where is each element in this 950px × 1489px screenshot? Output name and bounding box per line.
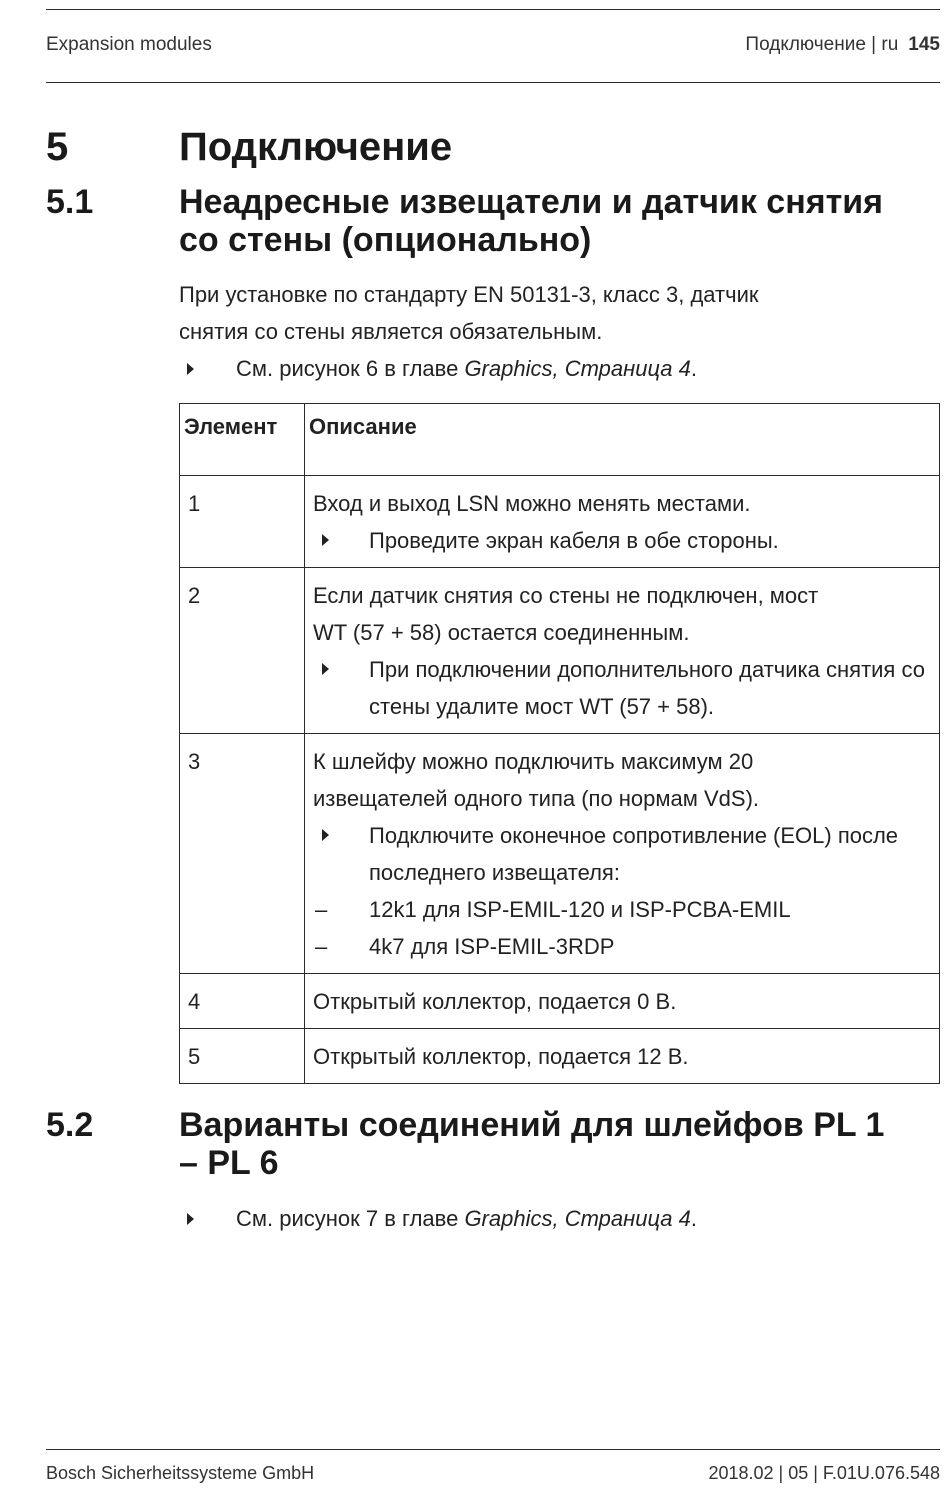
section-5-2-figure-reference [179, 1200, 697, 1237]
section-5-1-title-line1: Неадресные извещатели и датчик снятия [179, 183, 883, 221]
paragraph-line: снятия со стены является обязательным. [179, 319, 603, 344]
section-5-1-title [179, 183, 939, 259]
description-cell: Открытый коллектор, подается 12 В. [305, 1029, 940, 1084]
header-top-rule [46, 9, 940, 10]
element-cell: 4 [180, 974, 305, 1029]
element-cell: 2 [180, 568, 305, 734]
header-section-info [745, 34, 940, 56]
footer-rule [46, 1449, 940, 1450]
element-cell: 5 [180, 1029, 305, 1084]
description-line: К шлейфу можно подключить максимум 20 [313, 749, 754, 774]
table-row [180, 568, 940, 734]
triangle-bullet-icon [322, 534, 329, 546]
dash-item [313, 928, 931, 965]
section-5-1-title-line2: со стены (опционально) [179, 221, 592, 259]
description-line: Вход и выход LSN можно менять местами. [313, 491, 751, 516]
footer-document-id: 2018.02 | 05 | F.01U.076.548 [708, 1463, 940, 1483]
section-5-title: Подключение [179, 125, 453, 169]
header-section-label: Подключение | ru [745, 34, 899, 55]
reference-text: См. рисунок 7 в главе [236, 1206, 465, 1231]
reference-text: См. рисунок 6 в главе [236, 356, 465, 381]
description-cell [305, 734, 940, 974]
elements-table [179, 403, 940, 1084]
table-row [180, 974, 940, 1029]
triangle-bullet-icon [322, 663, 329, 675]
bullet-text: При подключении дополнительного датчика снятия со стены удалите мост WT (57 + 58). [369, 657, 925, 719]
paragraph-line: При установке по стандарту EN 50131-3, класс 3, датчик [179, 282, 759, 307]
description-cell [305, 476, 940, 568]
page-number: 145 [908, 34, 940, 55]
section-5-2-title-line2: – PL 6 [179, 1144, 279, 1182]
element-cell: 3 [180, 734, 305, 974]
reference-suffix: . [690, 356, 698, 381]
description-cell: Открытый коллектор, подается 0 В. [305, 974, 940, 1029]
bullet-item [313, 817, 931, 891]
description-line: Если датчик снятия со стены не подключен, мост [313, 583, 819, 608]
triangle-bullet-icon [187, 1213, 194, 1225]
section-5-1-number: 5.1 [46, 183, 94, 221]
table-row [180, 476, 940, 568]
dash-mark: – [315, 897, 328, 922]
description-line: WT (57 + 58) остается соединенным. [313, 620, 690, 645]
column-header-element: Элемент [180, 404, 305, 476]
section-5-1-figure-reference [179, 350, 697, 387]
bullet-item [313, 651, 931, 725]
dash-text: 12k1 для ISP-EMIL-120 и ISP-PCBA-EMIL [369, 897, 791, 922]
reference-link-text: Graphics, Страница 4 [464, 356, 691, 381]
bullet-text: Подключите оконечное сопротивление (EOL) после последнего извещателя: [369, 823, 899, 885]
table-row [180, 734, 940, 974]
section-5-2-title-line1: Варианты соединений для шлейфов PL 1 [179, 1106, 885, 1144]
header-bottom-rule [46, 82, 940, 83]
reference-link-text: Graphics, Страница 4 [464, 1206, 691, 1231]
description-cell [305, 568, 940, 734]
section-5-2-title [179, 1106, 939, 1182]
column-header-description: Описание [305, 404, 940, 476]
triangle-bullet-icon [187, 363, 194, 375]
dash-text: 4k7 для ISP-EMIL-3RDP [369, 934, 615, 959]
description-line: извещателей одного типа (по нормам VdS). [313, 786, 760, 811]
section-5-2-number: 5.2 [46, 1106, 94, 1144]
dash-item [313, 891, 931, 928]
header-document-title: Expansion modules [46, 34, 212, 55]
table-row [180, 1029, 940, 1084]
footer-company: Bosch Sicherheitssysteme GmbH [46, 1463, 315, 1483]
bullet-item [313, 522, 931, 559]
section-5-1-paragraph [179, 276, 909, 350]
dash-mark: – [315, 934, 328, 959]
table-header-row [180, 404, 940, 476]
reference-suffix: . [690, 1206, 698, 1231]
bullet-text: Проведите экран кабеля в обе стороны. [369, 528, 779, 553]
element-cell: 1 [180, 476, 305, 568]
section-5-number: 5 [46, 125, 69, 169]
triangle-bullet-icon [322, 829, 329, 841]
